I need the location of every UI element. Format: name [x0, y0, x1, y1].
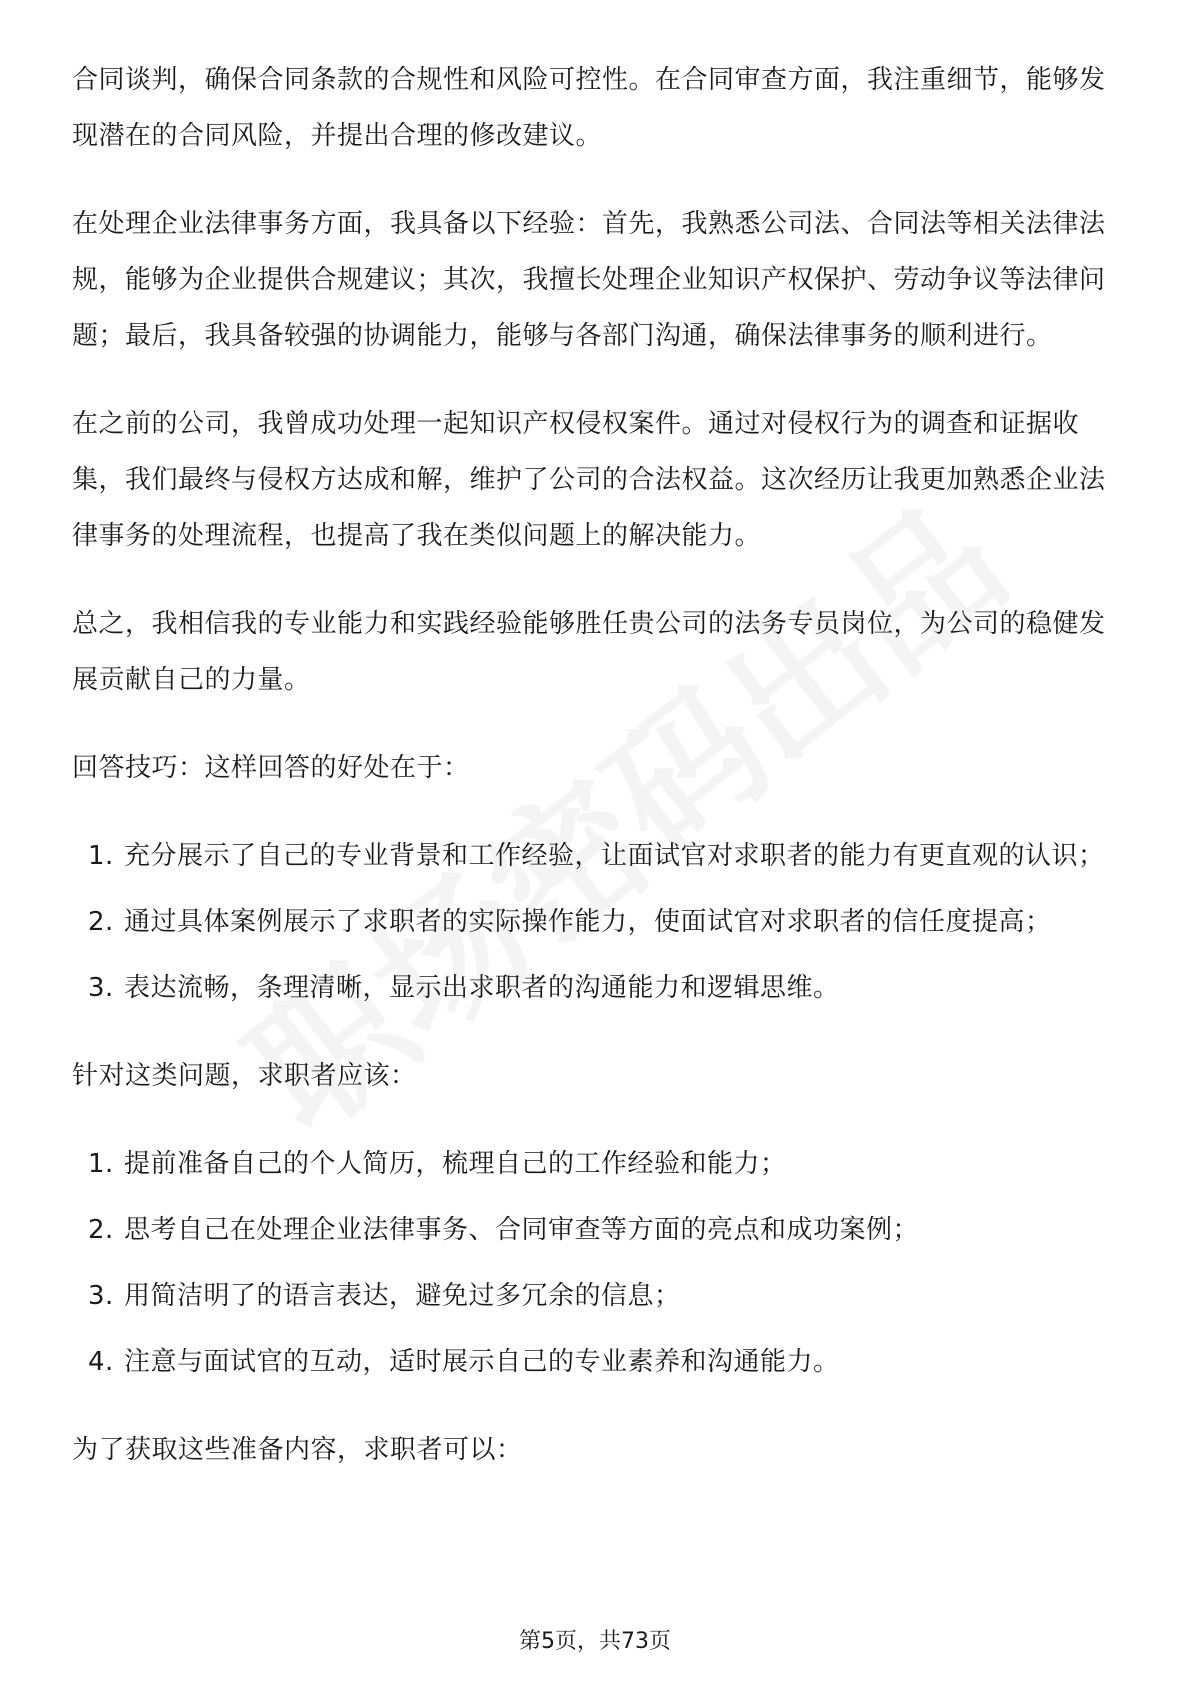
closing-line: 为了获取这些准备内容，求职者可以：: [72, 1435, 523, 1465]
paragraph-legal-affairs-experience: 在处理企业法律事务方面，我具备以下经验：首先，我熟悉公司法、合同法等相关法律法规，能够为企业提供合规建议；其次，我擅长处理企业知识产权保护、劳动争议等法律问题；最后，我具备较强的协调能力，能够与各部门沟通，确保法律事务的顺利进行。: [72, 209, 1106, 351]
list-item: [72, 1268, 1118, 1324]
list-number: 3.: [88, 1281, 114, 1311]
list-item: [72, 894, 1118, 950]
list-number: 2.: [88, 1215, 114, 1245]
list-item-text: 通过具体案例展示了求职者的实际操作能力，使面试官对求职者的信任度提高；: [124, 907, 1052, 937]
list-item: [72, 1136, 1118, 1192]
list-number: 1.: [88, 841, 114, 871]
page-number-footer: 第5页，共73页: [519, 1629, 671, 1654]
paragraph-contract-review: 合同谈判，确保合同条款的合规性和风险可控性。在合同审查方面，我注重细节，能够发现潜在的合同风险，并提出合理的修改建议。: [72, 65, 1106, 151]
list-item-text: 用简洁明了的语言表达，避免过多冗余的信息；: [124, 1281, 681, 1311]
list-item-text: 提前准备自己的个人简历，梳理自己的工作经验和能力；: [124, 1149, 787, 1179]
list-item-text: 充分展示了自己的专业背景和工作经验，让面试官对求职者的能力有更直观的认识；: [124, 841, 1105, 871]
list-number: 2.: [88, 907, 114, 937]
page-content: [72, 52, 1118, 1510]
advice-list: [72, 1136, 1118, 1390]
list-number: 3.: [88, 973, 114, 1003]
tips-list: [72, 828, 1118, 1016]
paragraph-conclusion: 总之，我相信我的专业能力和实践经验能够胜任贵公司的法务专员岗位，为公司的稳健发展贡献自己的力量。: [72, 609, 1106, 695]
list-item-text: 思考自己在处理企业法律事务、合同审查等方面的亮点和成功案例；: [124, 1215, 920, 1245]
advice-heading: 针对这类问题，求职者应该：: [72, 1061, 417, 1091]
list-item: [72, 1334, 1118, 1390]
list-item: [72, 960, 1118, 1016]
tips-heading: 回答技巧：这样回答的好处在于：: [72, 753, 470, 783]
list-item: [72, 1202, 1118, 1258]
list-number: 1.: [88, 1149, 114, 1179]
paragraph-ip-case: 在之前的公司，我曾成功处理一起知识产权侵权案件。通过对侵权行为的调查和证据收集，我们最终与侵权方达成和解，维护了公司的合法权益。这次经历让我更加熟悉企业法律事务的处理流程，也提高了我在类似问题上的解决能力。: [72, 409, 1106, 551]
list-item-text: 表达流畅，条理清晰，显示出求职者的沟通能力和逻辑思维。: [124, 973, 840, 1003]
list-item: [72, 828, 1118, 884]
list-number: 4.: [88, 1347, 114, 1377]
list-item-text: 注意与面试官的互动，适时展示自己的专业素养和沟通能力。: [124, 1347, 840, 1377]
